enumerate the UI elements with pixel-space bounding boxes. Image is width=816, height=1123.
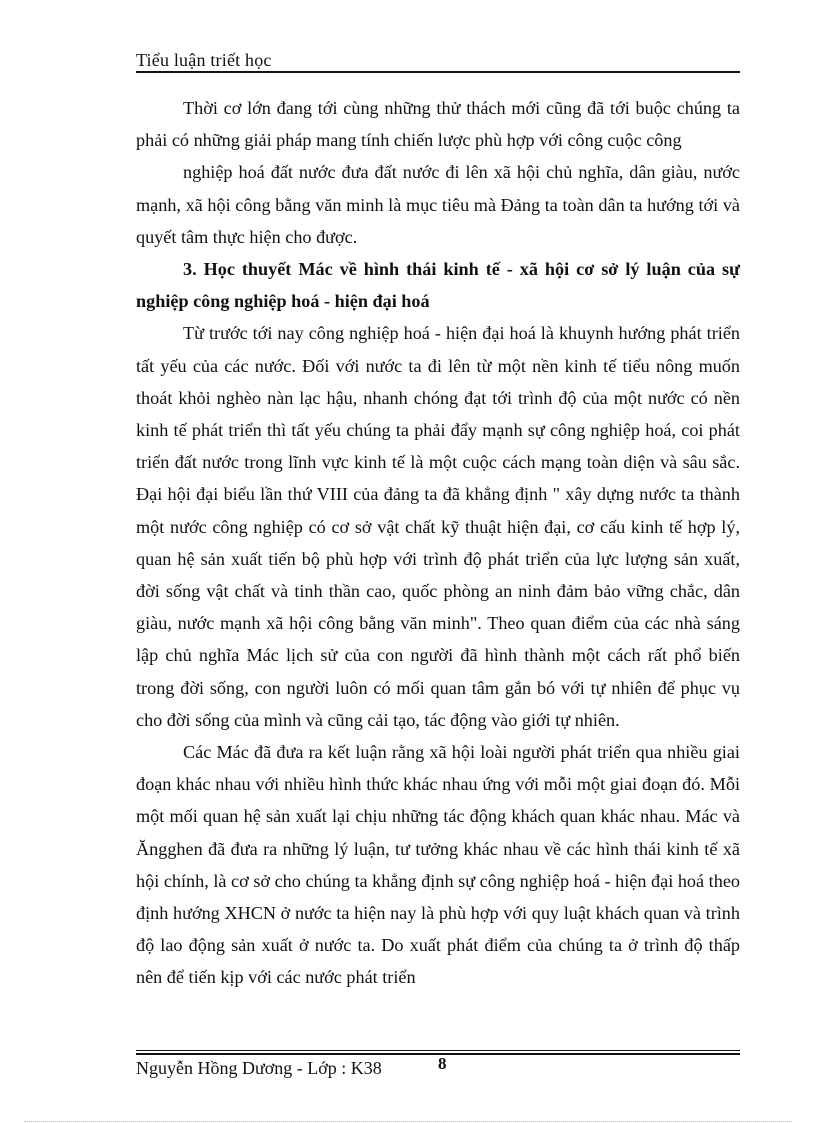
intro-paragraph-first: Thời cơ lớn đang tới cùng những thử thách mới cũng đã tới buộc chúng ta phải có những giải pháp mang tính chiến lược phù hợp với công cuộc công — [136, 98, 740, 151]
page-number: 8 — [438, 1054, 447, 1073]
page-header — [136, 49, 740, 73]
body-paragraph: Từ trước tới nay công nghiệp hoá - hiện đại hoá là khuynh hướng phát triển tất yếu của các nước. Đối với nước ta đi lên từ một nền kinh tế tiểu nông muốn thoát khỏi nghèo nàn lạc hậu, nhanh chóng đạt tới trình độ của một nước có nền kinh tế phát triển thì tất yếu chúng ta phải đẩy mạnh sự công nghiệp hoá, coi phát triển đất nước trong lĩnh vực kinh tế là một cuộc cách mạng toàn diện và sâu sắc. Đại hội đại biểu lần thứ VIII của đảng ta đã khẳng định " xây dựng nước ta thành một nước công nghiệp có cơ sở vật chất kỹ thuật hiện đại, cơ cấu kinh tế hợp lý, quan hệ sản xuất tiến bộ phù hợp với trình độ phát triển của lực lượng sản xuất, đời sống vật chất và tinh thần cao, quốc phòng an ninh đảm bảo vững chắc, dân giàu, nước mạnh xã hội công bằng văn minh". Theo quan điểm của các nhà sáng lập chủ nghĩa Mác lịch sử của con người đã hình thành một cách rất phổ biến trong đời sống, con người luôn có mối quan tâm gắn bó với tự nhiên để phục vụ cho đời sống của mình và cũng cải tạo, tác động vào giới tự nhiên. — [136, 323, 740, 730]
document-body — [136, 92, 740, 994]
header-title: Tiểu luận triết học — [136, 50, 272, 70]
section-heading: 3. Học thuyết Mác về hình thái kinh tế - xã hội cơ sở lý luận của sự nghiệp công nghiệp hoá - hiện đại hoá — [136, 259, 740, 312]
intro-paragraph-continuation: nghiệp hoá đất nước đưa đất nước đi lên xã hội chủ nghĩa, dân giàu, nước mạnh, xã hội công bằng văn minh là mục tiêu mà Đảng ta toàn dân ta hướng tới và quyết tâm thực hiện cho được. — [136, 162, 740, 247]
page-footer — [136, 1050, 740, 1080]
body-paragraph: Các Mác đã đưa ra kết luận rằng xã hội loài người phát triển qua nhiều giai đoạn khác nhau với nhiều hình thức khác nhau ứng với mỗi một giai đoạn đó. Mỗi một mối quan hệ sản xuất lại chịu những tác động khách quan khác nhau. Mác và Ăngghen đã đưa ra những lý luận, tư tưởng khác nhau về các hình thái kinh tế xã hội chính, là cơ sở cho chúng ta khẳng định sự công nghiệp hoá - hiện đại hoá theo định hướng XHCN ở nước ta hiện nay là phù hợp với quy luật khách quan và trình độ lao động sản xuất ở nước ta. Do xuất phát điểm của chúng ta ở trình độ thấp nên để tiến kịp với các nước phát triển — [136, 742, 740, 988]
page-edge — [24, 1121, 792, 1122]
header-rule — [136, 71, 740, 73]
footer-rule — [136, 1050, 740, 1051]
footer-author: Nguyễn Hồng Dương - Lớp : K38 — [136, 1058, 382, 1078]
